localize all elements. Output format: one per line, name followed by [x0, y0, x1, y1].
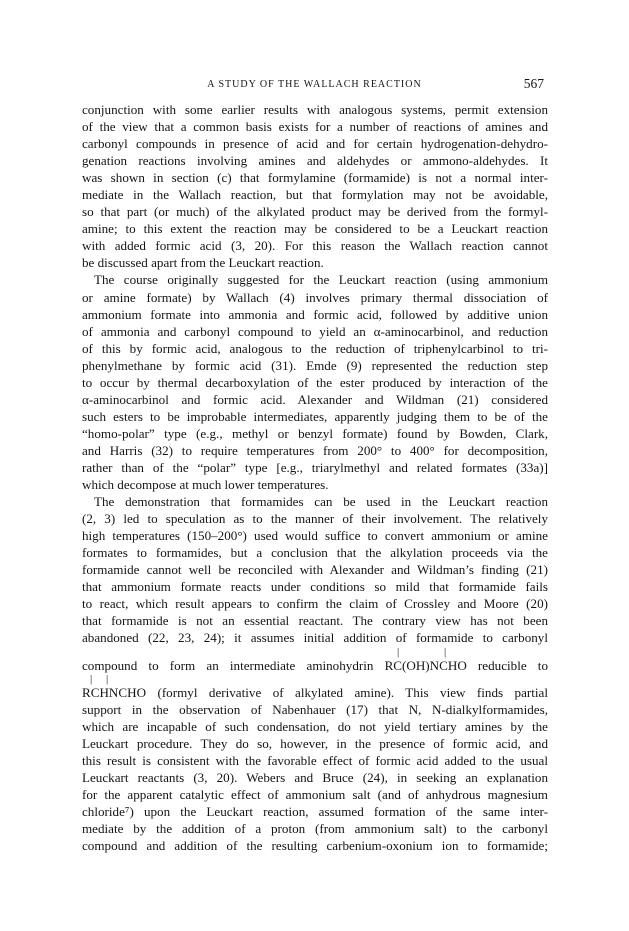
text-line: rather than of the “polar” type [e.g., triarylmethyl and related formates (33a)] — [82, 459, 548, 475]
text-line: compound and addition of the resulting carbenium-oxonium ion to formamide; — [82, 837, 548, 853]
text-line: of the view that a common basis exists for a number of reactions of amines and — [82, 119, 548, 135]
text-line: abandoned (22, 23, 24); it assumes initial addition of formamide to carbonyl — [82, 630, 548, 646]
text-line: Leuckart procedure. They do so, however, in the presence of formic acid, and — [82, 735, 548, 751]
running-header — [0, 76, 629, 92]
formula-line: compound to form an intermediate aminohydrin RC(OH)NCHO reducible to — [82, 657, 548, 673]
text-line: conjunction with some earlier results with analogous systems, permit extension — [82, 102, 548, 117]
bond-marks-upper — [82, 647, 548, 657]
text-line: formates to formamides, but a conclusion that the alkylation proceeds via the — [82, 545, 548, 561]
text-line: mediate by the addition of a proton (from ammonium salt) to the carbonyl — [82, 820, 548, 836]
text-line: chloride⁷) upon the Leuckart reaction, assumed formation of the same inter- — [82, 803, 548, 819]
text-line: The demonstration that formamides can be used in the Leuckart reaction — [94, 494, 548, 510]
running-title: A STUDY OF THE WALLACH REACTION — [207, 79, 422, 90]
text-line: such esters to be improbable intermediates, apparently judging them to be of the — [82, 408, 548, 424]
text-line: high temperatures (150–200°) used would suffice to convert ammonium or amine — [82, 528, 548, 544]
text-line: formamide cannot well be reconciled with Alexander and Wildman’s finding (21) — [82, 562, 548, 578]
text-line: (2, 3) led to speculation as to the manner of their involvement. The relatively — [82, 511, 548, 527]
bond-mark: | — [397, 645, 400, 658]
text-line: of ammonia and carbonyl compound to yield an α-aminocarbinol, and reduction — [82, 323, 548, 339]
text-line: that ammonium formate reacts under conditions so mild that formamide fails — [82, 579, 548, 595]
text-line: so that part (or much) of the alkylated product may be derived from the formyl- — [82, 204, 548, 220]
text-line: this result is consistent with the favorable effect of formic acid added to the usual — [82, 752, 548, 768]
text-line: or amine formate) by Wallach (4) involves primary thermal dissociation of — [82, 289, 548, 305]
text-line: phenylmethane by formic acid (31). Emde (9) represented the reduction step — [82, 357, 548, 373]
paragraph-block — [82, 701, 548, 854]
text-line: “homo-polar” type (e.g., methyl or benzyl formate) found by Bowden, Clark, — [82, 425, 548, 441]
text-line: of this by formic acid, analogous to the reduction of triphenylcarbinol to tri- — [82, 340, 548, 356]
text-line: for the apparent catalytic effect of ammonium salt (and of anhydrous magnesium — [82, 786, 548, 802]
text-line: be discussed apart from the Leuckart reaction. — [82, 255, 324, 271]
text-line: genation reactions involving amines and aldehydes or ammono-aldehydes. It — [82, 153, 548, 169]
bond-mark: | — [444, 645, 447, 658]
bond-marks-lower — [82, 674, 548, 684]
text-line: support in the observation of Nabenhauer (17) that N, N-dialkylformamides, — [82, 701, 548, 717]
text-line: to react, which result appears to confirm the claim of Crossley and Moore (20) — [82, 596, 548, 612]
text-line: carbonyl compounds in presence of acid and for certain hydrogenation-dehydro- — [82, 136, 548, 152]
text-line: ammonium formate into ammonia and formic acid, followed by additive union — [82, 306, 548, 322]
formula-line: RCHNCHO (formyl derivative of alkylated amine). This view finds partial — [82, 684, 548, 700]
text-line: The course originally suggested for the Leuckart reaction (using ammonium — [94, 272, 548, 288]
text-line: amine; to this extent the reaction may be considered to be a Leuckart reaction — [82, 221, 548, 237]
body-text — [82, 101, 548, 854]
bond-mark: | — [90, 672, 93, 685]
text-line: was shown in section (c) that formylamine (formamide) is not a normal inter- — [82, 170, 548, 186]
paragraph-block — [82, 101, 548, 647]
text-line: Leuckart reactants (3, 20). Webers and Bruce (24), in seeking an explanation — [82, 769, 548, 785]
text-line: which are incapable of such condensation, do not yield tertiary amines by the — [82, 718, 548, 734]
bond-mark: | — [106, 672, 109, 685]
page-number: 567 — [523, 76, 544, 91]
text-line: which decompose at much lower temperatures. — [82, 477, 329, 493]
text-line: α-aminocarbinol and formic acid. Alexander and Wildman (21) considered — [82, 391, 548, 407]
text-line: with added formic acid (3, 20). For this reason the Wallach reaction cannot — [82, 238, 548, 254]
text-line: and Harris (32) to require temperatures from 200° to 400° for decomposition, — [82, 442, 548, 458]
text-line: to occur by thermal decarboxylation of the ester produced by interaction of the — [82, 374, 548, 390]
text-line: that formamide is not an essential reactant. The contrary view has not been — [82, 613, 548, 629]
text-line: mediate in the Wallach reaction, but that formylation may not be avoidable, — [82, 187, 548, 203]
